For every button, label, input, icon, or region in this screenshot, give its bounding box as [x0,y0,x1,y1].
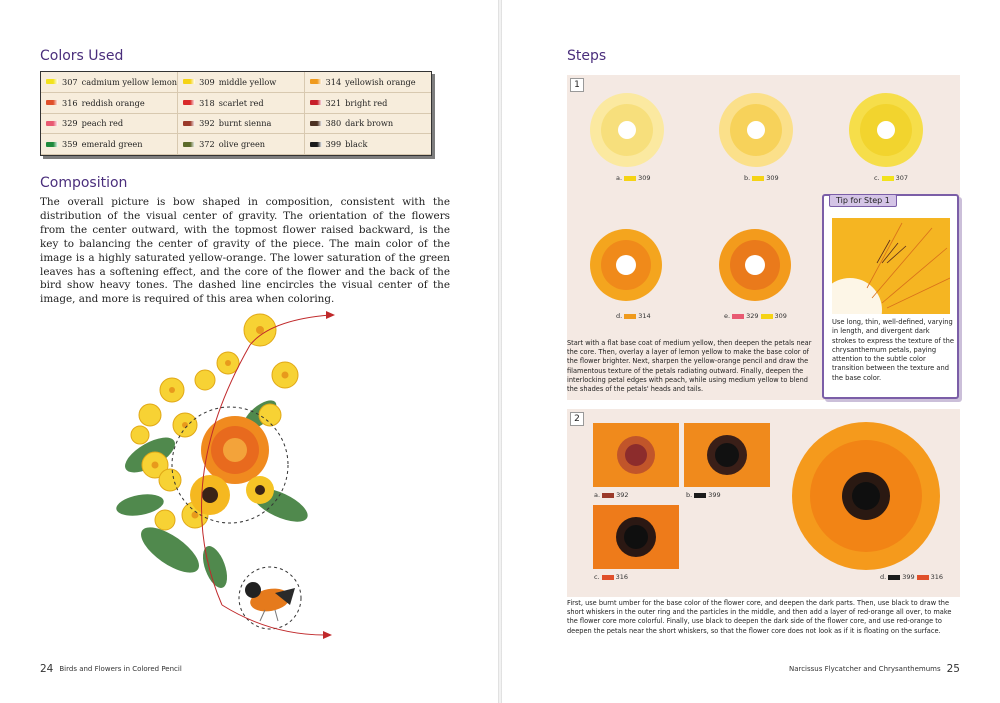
step-2d-final-flower [786,418,946,574]
color-swatch [310,121,322,126]
step-1a-label: a. 309 [616,174,651,182]
page-number-left: 24 [40,663,54,675]
color-swatch [183,100,195,105]
color-entry [41,93,178,114]
color-swatch [46,100,58,105]
step-2-number: 2 [570,412,584,426]
bouquet-illustration [110,305,350,645]
color-name: emerald green [81,139,143,150]
step-1c-label: c. 307 [874,174,909,182]
swatch-399 [888,575,900,580]
color-entry [178,134,304,155]
color-entry [178,93,304,114]
color-swatch [46,79,58,84]
step-1-description: Start with a flat base coat of medium yellow, then deepen the petals near the core. Then, overlay a layer of lemon yellow to make the base color of the flower brighter. Next, sharpen the yellow-orange pencil and draw the filamentous texture of the petals radiating outward. Finally, deepen the interlocking petal edges with peach, while using medium yellow to blend the shades of the petals' heads and tails. [567,339,812,394]
color-swatch [46,142,58,147]
color-code: 318 [199,97,215,108]
color-name: yellowish orange [345,76,416,87]
step-1b-flower [716,90,796,170]
tip-text: Use long, thin, well-defined, varying in length, and divergent dark strokes to express the texture of the chrysanthemum petals, paying attention to the subtle color transition between the texture and the base color. [832,318,954,382]
color-entry [41,114,178,135]
swatch-329 [732,314,744,319]
step-1e-label: e. 329 309 [724,312,787,320]
step-1d-label: d. 314 [616,312,651,320]
swatch-309 [752,176,764,181]
color-name: black [345,139,368,150]
color-name: peach red [81,118,124,129]
step-1d-flower [587,226,665,304]
color-swatch [310,79,322,84]
color-name: cadmium yellow lemon [81,76,178,87]
swatch-316 [602,575,614,580]
color-code: 359 [62,139,78,150]
color-entry [41,72,178,93]
step-2c-label: c. 316 [594,573,629,581]
color-swatch [310,100,322,105]
color-swatch [183,121,195,126]
color-name: middle yellow [218,76,277,87]
tip-box [822,194,959,399]
colors-used-heading: Colors Used [40,48,124,64]
color-entry [305,114,431,135]
tip-closeup-image [832,218,950,314]
color-swatch [183,79,195,84]
color-code: 399 [325,139,342,150]
color-name: bright red [345,97,388,108]
step-2-description: First, use burnt umber for the base color of the flower core, and deepen the dark parts. Then, use black to draw the short whiskers in the outer ring and the particles in the middle, and then add a layer of red-orange all over, to make the flower core more colorful. Finally, use black to deepen the dark side of the flower core, and use red-orange to deepen the petals near the short whiskers, so that the flower core does not look as if it is floating on the surface. [567,599,952,635]
steps-heading: Steps [567,48,607,64]
composition-paragraph: The overall picture is bow shaped in composition, consistent with the distribution of the visual center of gravity. The orientation of the flowers from the center outward, with the topmost flower raised backward, is the key to balancing the center of gravity of the piece. The main color of the image is a highly saturated yellow-orange. The lower saturation of the green leaves has a softening effect, and the core of the flower and the back of the bird show heavy tones. The dashed line encircles the visual center of the image, and more is required of this area when coloring. [40,196,450,306]
color-code: 392 [199,118,215,129]
tip-title: Tip for Step 1 [829,194,897,207]
step-2b-image [684,423,770,487]
color-entry [178,72,304,93]
swatch-392 [602,493,614,498]
color-code: 314 [325,76,342,87]
book-title-footer: Birds and Flowers in Colored Pencil [59,665,182,673]
color-code: 307 [62,76,78,87]
step-2a-image [593,423,679,487]
swatch-309 [624,176,636,181]
colors-used-table [40,71,432,156]
swatch-314 [624,314,636,319]
color-swatch [183,142,195,147]
step-2c-image [593,505,679,569]
color-swatch [310,142,322,147]
color-code: 316 [62,97,78,108]
color-name: burnt sienna [218,118,272,129]
composition-heading: Composition [40,175,128,191]
color-name: reddish orange [81,97,145,108]
swatch-309 [761,314,773,319]
swatch-316 [917,575,929,580]
color-entry [305,72,431,93]
step-1a-flower [587,90,667,170]
step-2b-label: b. 399 [686,491,721,499]
color-code: 321 [325,97,342,108]
step-2a-label: a. 392 [594,491,629,499]
chapter-title-footer: Narcissus Flycatcher and Chrysanthemums [788,665,941,673]
color-code: 372 [199,139,215,150]
left-footer [40,663,182,675]
color-entry [305,93,431,114]
color-entry [305,134,431,155]
swatch-307 [882,176,894,181]
step-1-number: 1 [570,78,584,92]
color-entry [178,114,304,135]
color-name: olive green [218,139,266,150]
color-name: dark brown [345,118,394,129]
color-code: 309 [199,76,215,87]
color-code: 329 [62,118,78,129]
step-1e-flower [716,226,794,304]
color-name: scarlet red [218,97,264,108]
step-1b-label: b. 309 [744,174,779,182]
step-1c-flower [846,90,926,170]
step-2d-label: d. 399 316 [880,573,944,581]
page-number-right: 25 [946,663,960,675]
color-swatch [46,121,58,126]
color-entry [41,134,178,155]
swatch-399 [694,493,706,498]
color-code: 380 [325,118,342,129]
right-footer [777,663,960,675]
